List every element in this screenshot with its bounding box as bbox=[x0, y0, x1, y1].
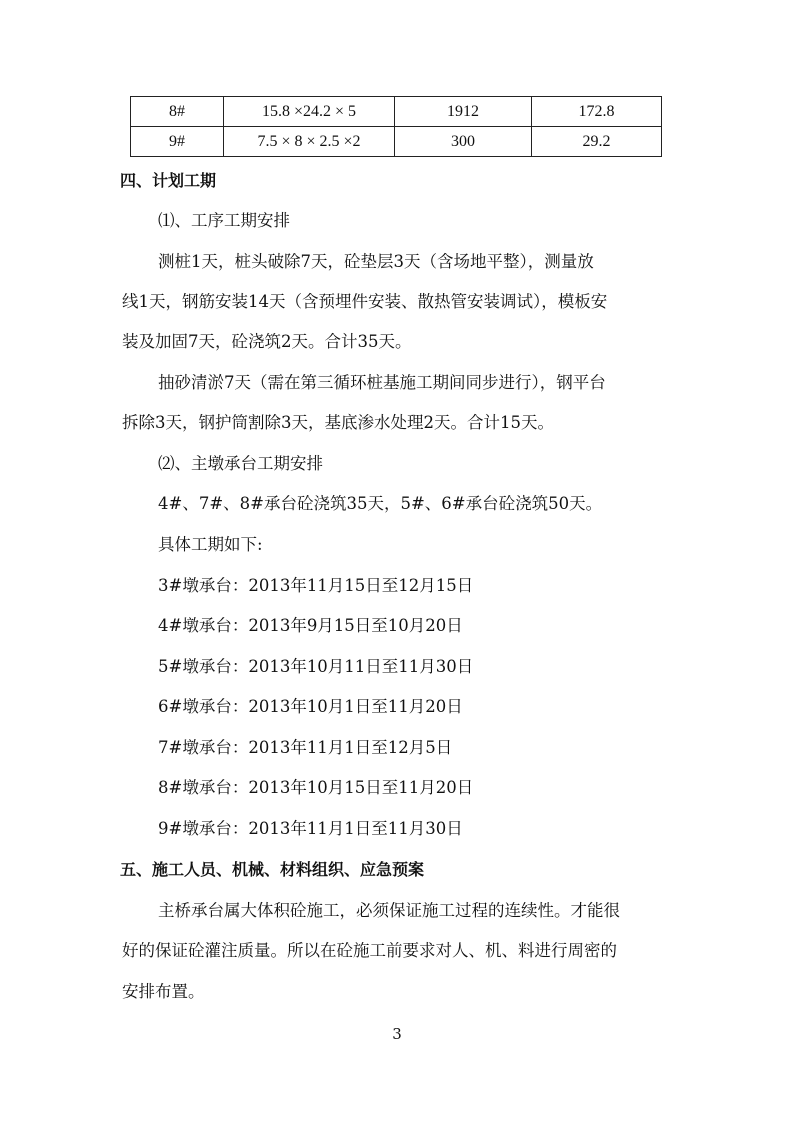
table-cell: 1912 bbox=[395, 97, 532, 127]
paragraph-line: 装及加固7天，砼浇筑2天。合计35天。 bbox=[122, 332, 412, 351]
paragraph-line: 线1天，钢筋安装14天（含预埋件安装、散热管安装调试），模板安 bbox=[122, 292, 608, 311]
section-4-heading: 四、计划工期 bbox=[120, 171, 217, 190]
table-row bbox=[131, 127, 662, 157]
paragraph-line: 4#、7#、8#承台砼浇筑35天，5#、6#承台砼浇筑50天。 bbox=[158, 494, 603, 513]
schedule-item: 5#墩承台：2013年10月11日至11月30日 bbox=[158, 657, 474, 676]
table-cell: 29.2 bbox=[532, 127, 662, 157]
paragraph-line: 好的保证砼灌注质量。所以在砼施工前要求对人、机、料进行周密的 bbox=[122, 941, 617, 960]
table-cell: 8# bbox=[131, 97, 224, 127]
page-number: 3 bbox=[392, 1025, 402, 1043]
table-cell: 15.8 ×24.2 × 5 bbox=[224, 97, 395, 127]
schedule-item: 4#墩承台：2013年9月15日至10月20日 bbox=[158, 616, 463, 635]
quantity-table bbox=[130, 96, 662, 157]
paragraph-line: 安排布置。 bbox=[122, 982, 205, 1001]
schedule-item: 7#墩承台：2013年11月1日至12月5日 bbox=[158, 738, 453, 757]
table-cell: 172.8 bbox=[532, 97, 662, 127]
section-5-heading: 五、施工人员、机械、材料组织、应急预案 bbox=[120, 860, 425, 879]
table-row bbox=[131, 97, 662, 127]
paragraph-line: 主桥承台属大体积砼施工，必须保证施工过程的连续性。才能很 bbox=[158, 901, 620, 920]
paragraph-line: 拆除3天，钢护筒割除3天，基底渗水处理2天。合计15天。 bbox=[122, 413, 554, 432]
schedule-item: 8#墩承台：2013年10月15日至11月20日 bbox=[158, 778, 474, 797]
table-cell: 300 bbox=[395, 127, 532, 157]
schedule-item: 9#墩承台：2013年11月1日至11月30日 bbox=[158, 819, 463, 838]
schedule-item: 6#墩承台：2013年10月1日至11月20日 bbox=[158, 697, 463, 716]
paragraph-line: 具体工期如下: bbox=[158, 535, 263, 554]
table-cell: 7.5 × 8 × 2.5 ×2 bbox=[224, 127, 395, 157]
schedule-item: 3#墩承台：2013年11月15日至12月15日 bbox=[158, 576, 474, 595]
paragraph-line: 测桩1天，桩头破除7天，砼垫层3天（含场地平整），测量放 bbox=[158, 252, 594, 271]
subsection-2-heading: ⑵、主墩承台工期安排 bbox=[158, 454, 323, 473]
table-cell: 9# bbox=[131, 127, 224, 157]
subsection-1-heading: ⑴、工序工期安排 bbox=[158, 211, 290, 230]
paragraph-line: 抽砂清淤7天（需在第三循环桩基施工期间同步进行），钢平台 bbox=[158, 373, 606, 392]
